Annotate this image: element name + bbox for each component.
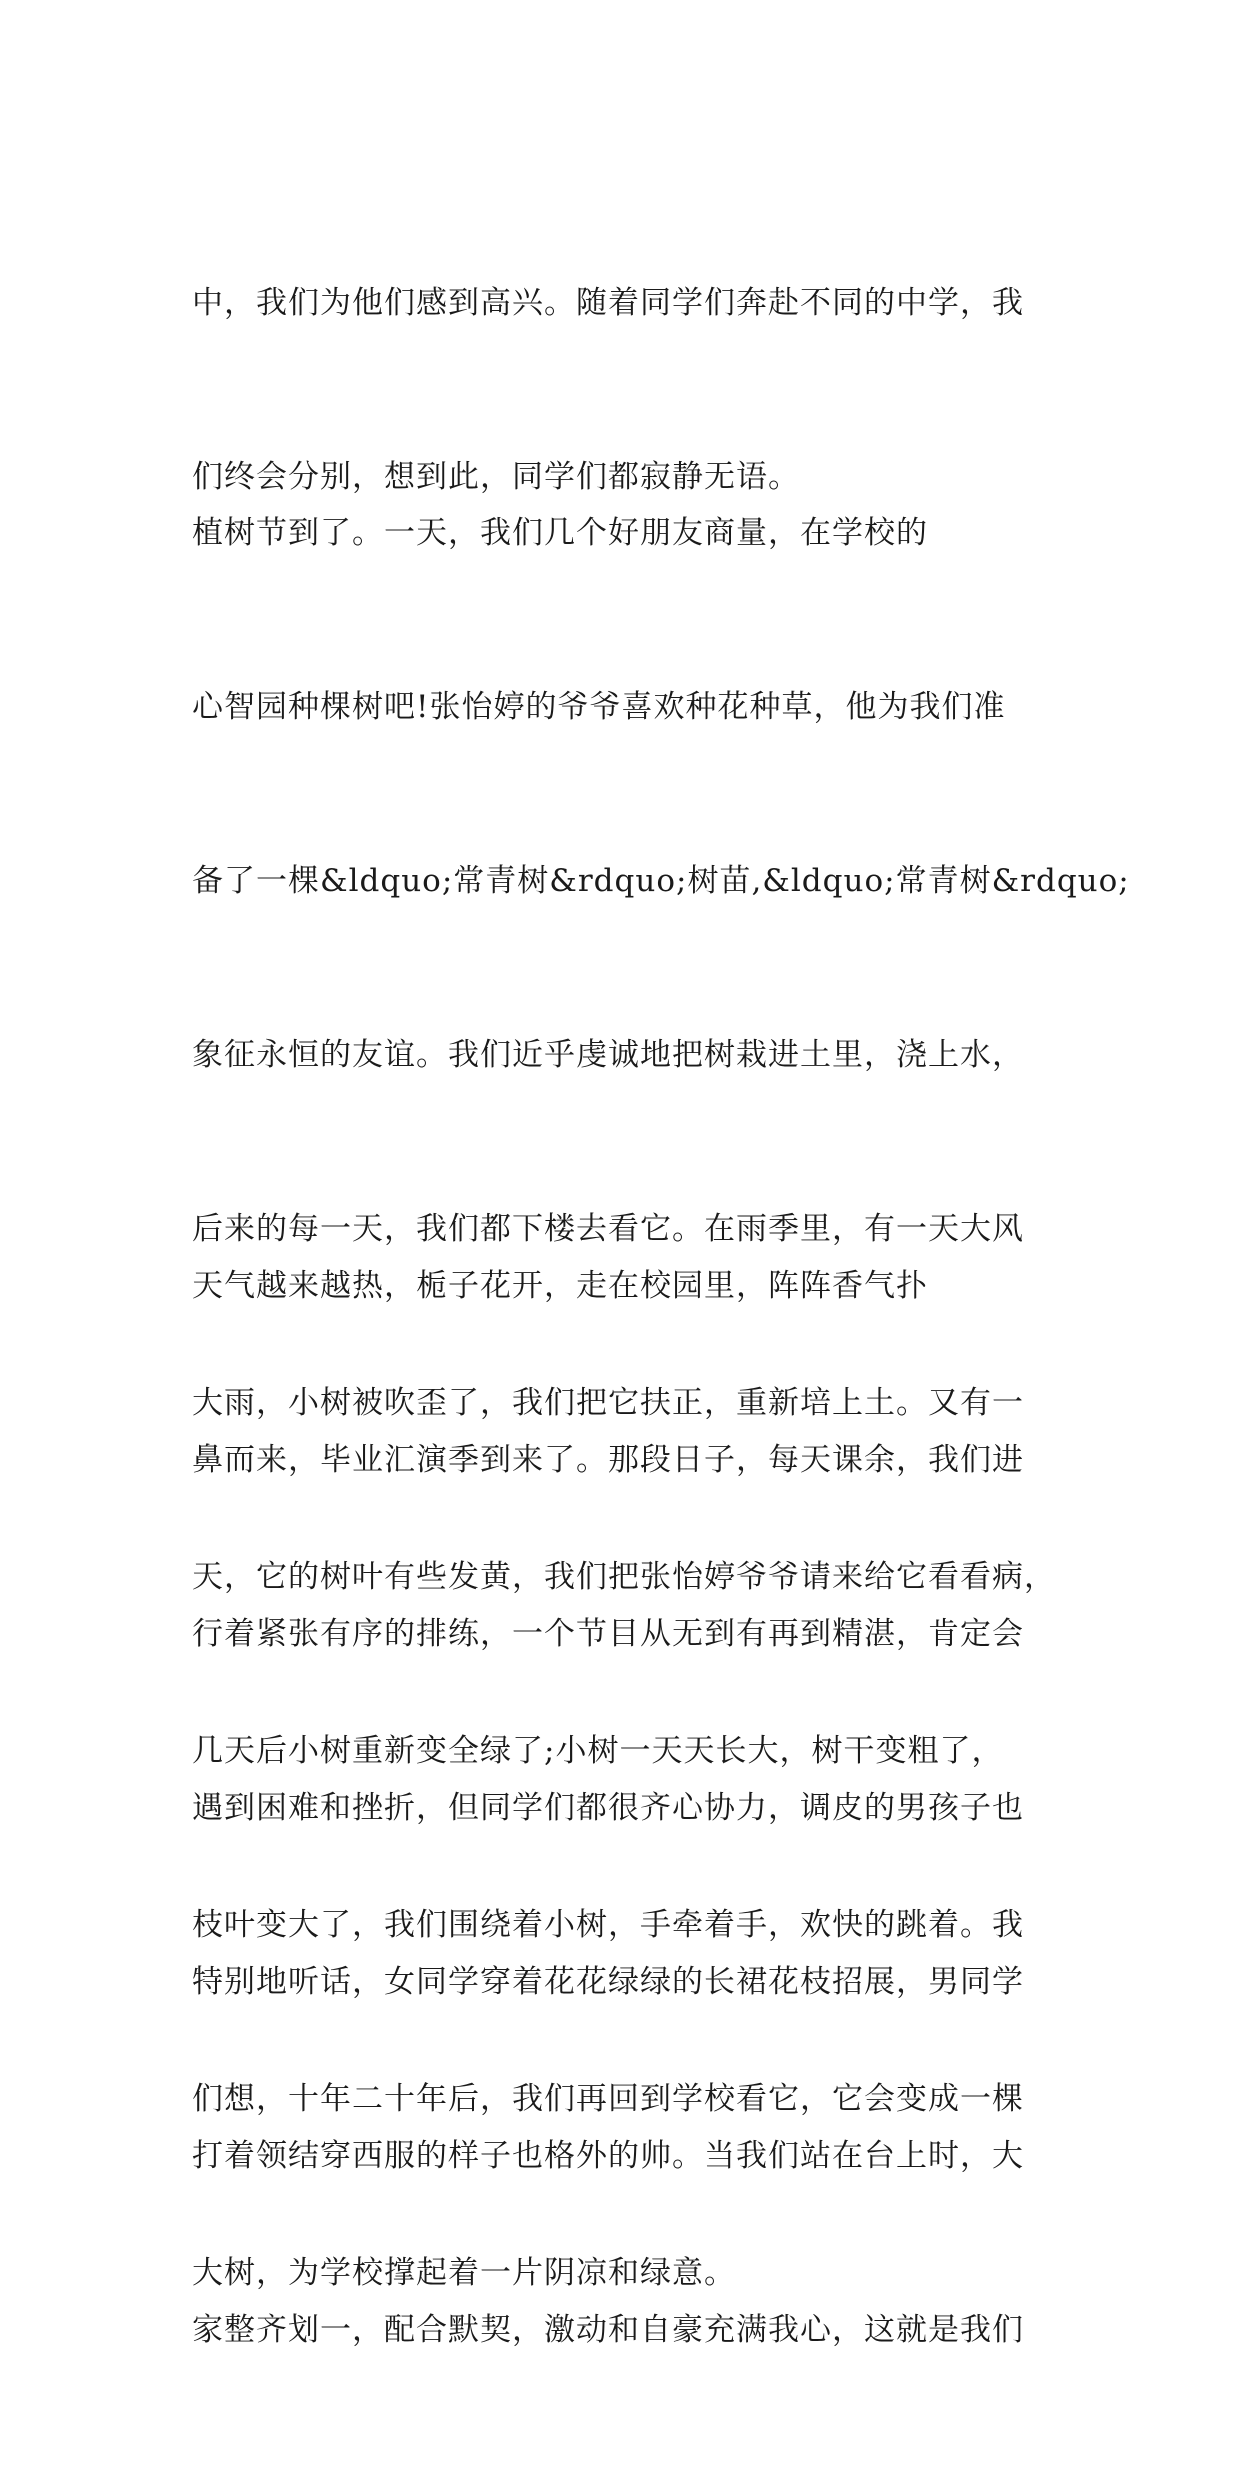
text-line: 后来的每一天，我们都下楼去看它。在雨季里，有一天大风 [192, 1211, 1024, 1247]
text-line: 天气越来越热，栀子花开，走在校园里，阵阵香气扑 [192, 1268, 928, 1304]
text-line: 特别地听话，女同学穿着花花绿绿的长裙花枝招展，男同学 [192, 1964, 1024, 2000]
text-line: 天，它的树叶有些发黄，我们把张怡婷爷爷请来给它看看病， [192, 1559, 1056, 1595]
text-line: 们终会分别，想到此，同学们都寂静无语。 [192, 459, 800, 495]
text-line: 备了一棵&ldquo;常青树&rdquo;树苗,&ldquo;常青树&rdquo; [192, 863, 1130, 899]
text-line: 中，我们为他们感到高兴。随着同学们奔赴不同的中学，我 [192, 285, 1024, 321]
text-line: 几天后小树重新变全绿了;小树一天天长大，树干变粗了， [192, 1733, 1004, 1769]
text-line: 大雨，小树被吹歪了，我们把它扶正，重新培上土。又有一 [192, 1385, 1024, 1421]
text-line: 打着领结穿西服的样子也格外的帅。当我们站在台上时，大 [192, 2138, 1024, 2174]
text-line: 鼻而来，毕业汇演季到来了。那段日子，每天课余，我们进 [192, 1442, 1024, 1478]
paragraph-3 [192, 1141, 1072, 2475]
text-line: 行着紧张有序的排练，一个节目从无到有再到精湛，肯定会 [192, 1616, 1024, 1652]
text-line: 们想，十年二十年后，我们再回到学校看它，它会变成一棵 [192, 2081, 1024, 2117]
text-line: 心智园种棵树吧!张怡婷的爷爷喜欢种花种草，他为我们准 [192, 689, 1006, 725]
text-line: 家整齐划一，配合默契，激动和自豪充满我心，这就是我们 [192, 2312, 1024, 2348]
text-line: 植树节到了。一天，我们几个好朋友商量，在学校的 [192, 515, 928, 551]
text-line: 遇到困难和挫折，但同学们都很齐心协力，调皮的男孩子也 [192, 1790, 1024, 1826]
text-line: 象征永恒的友谊。我们近乎虔诚地把树栽进土里，浇上水， [192, 1037, 1024, 1073]
text-line: 枝叶变大了，我们围绕着小树，手牵着手，欢快的跳着。我 [192, 1907, 1024, 1943]
text-line: 大树，为学校撑起着一片阴凉和绿意。 [192, 2255, 736, 2291]
